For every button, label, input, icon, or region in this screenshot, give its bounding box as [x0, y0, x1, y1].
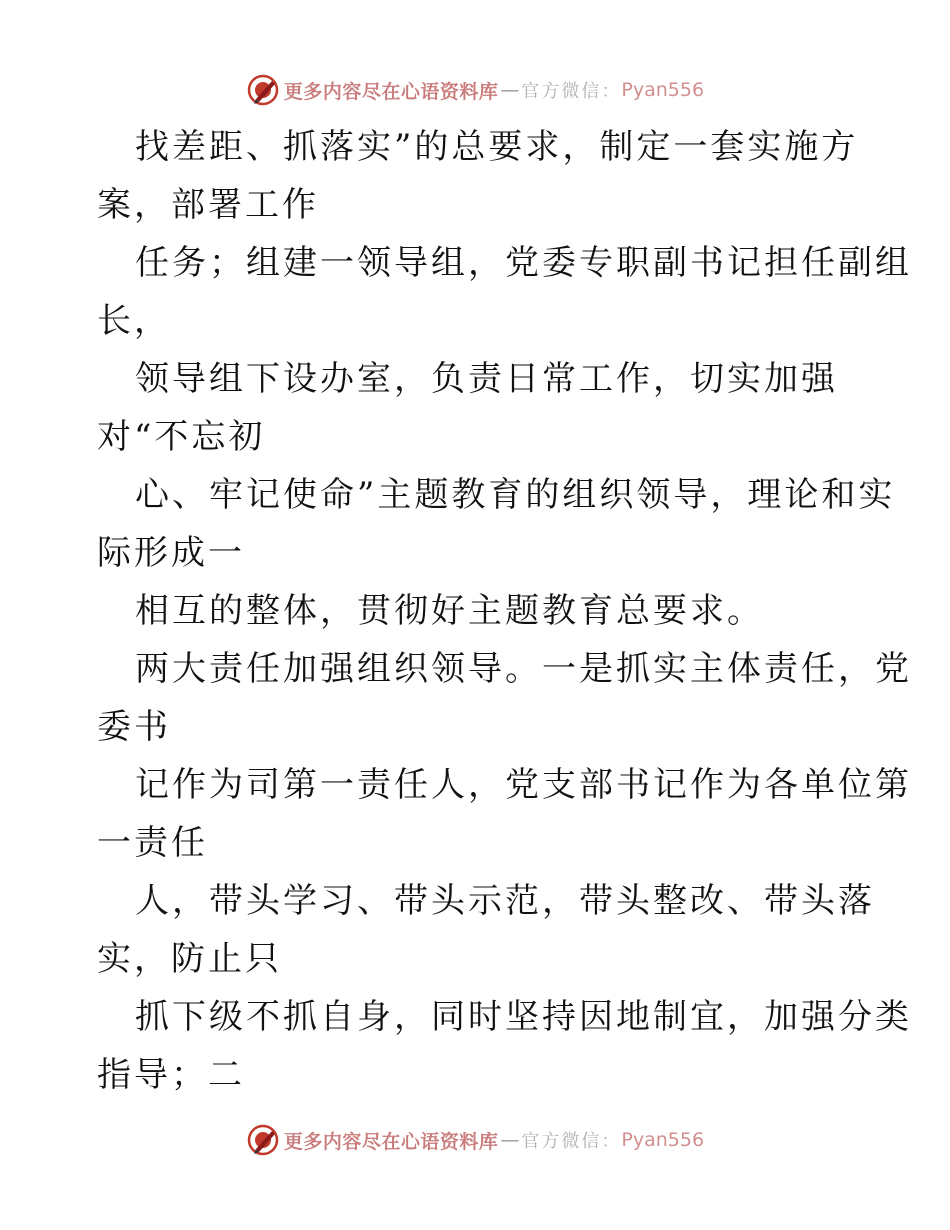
text-line: 案，部署工作	[97, 185, 319, 225]
document-body	[97, 118, 912, 1104]
text-line: 领导组下设办室，负责日常工作，切实加强	[135, 359, 838, 399]
text-line: 抓下级不抓自身，同时坚持因地制宜，加强分类	[135, 997, 912, 1037]
text-line: 相互的整体，贯彻好主题教育总要求。	[135, 591, 764, 631]
banner-wechat-label: 官方微信：	[521, 81, 622, 102]
header-watermark	[0, 70, 950, 110]
text-line: 心、牢记使命”主题教育的组织领导，理论和实	[135, 475, 896, 515]
text-line: 记作为司第一责任人，党支部书记作为各单位第	[135, 765, 912, 805]
text-line: 找差距、抓落实”的总要求，制定一套实施方	[135, 127, 859, 167]
text-line: 委书	[97, 707, 171, 747]
banner-wechat-label: 官方微信：	[521, 1131, 622, 1152]
text-line: 任务；组建一领导组，党委专职副书记担任副组	[135, 243, 912, 283]
text-line: 两大责任加强组织领导。一是抓实主体责任，党	[135, 649, 912, 689]
banner-title: 更多内容尽在心语资料库	[283, 80, 499, 103]
text-line: 对“不忘初	[97, 417, 266, 457]
banner-wechat-id: Pyan556	[621, 79, 705, 101]
text-line: 指导；二	[97, 1055, 245, 1095]
text-line: 际形成一	[97, 533, 245, 573]
banner-title: 更多内容尽在心语资料库	[283, 1130, 499, 1153]
text-line: 长，	[97, 301, 171, 341]
pen-logo-icon	[246, 1123, 280, 1157]
banner-separator: —	[500, 1129, 520, 1151]
text-line: 人，带头学习、带头示范，带头整改、带头落	[135, 881, 875, 921]
banner-wechat-id: Pyan556	[621, 1129, 705, 1151]
footer-watermark	[0, 1120, 950, 1160]
banner-separator: —	[500, 79, 520, 101]
text-line: 实，防止只	[97, 939, 282, 979]
pen-logo-icon	[246, 73, 280, 107]
text-line: 一责任	[97, 823, 208, 863]
